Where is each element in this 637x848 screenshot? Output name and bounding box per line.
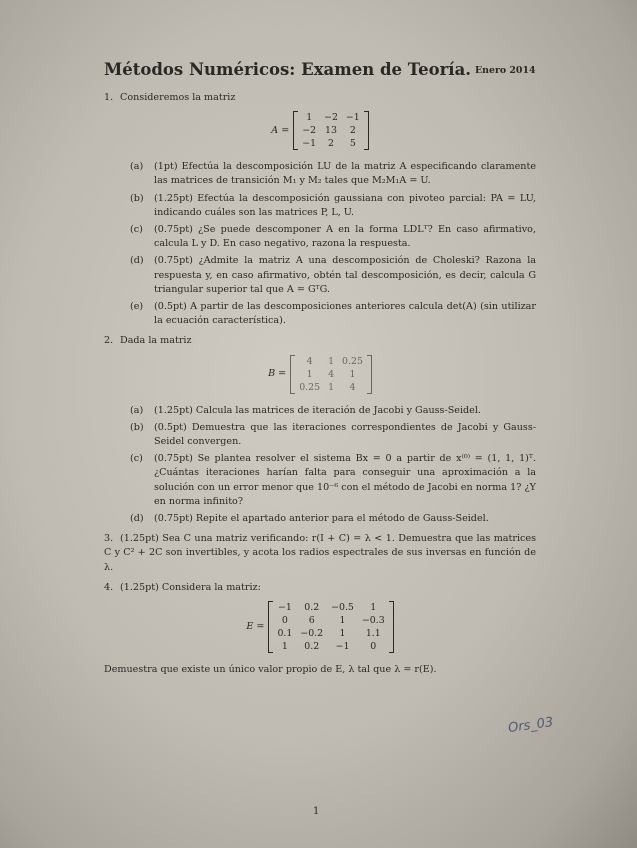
matrix-cell: 1.1: [365, 628, 381, 640]
problem-intro: (1.25pt) Considera la matriz:: [120, 581, 261, 593]
matrix-cell: −0.3: [361, 615, 385, 627]
part-text: (0.75pt) ¿Se puede descomponer A en la forma LDLᵀ? En caso afirmativo, calcula L y D. En caso negativo, razona la respuesta.: [154, 224, 536, 250]
problem-number: 2.: [104, 335, 114, 347]
problem-1: [104, 91, 536, 328]
matrix-cell: 1: [339, 615, 346, 627]
problem-4: [104, 581, 536, 677]
matrix-row: [273, 627, 388, 640]
matrix-cell: 1: [281, 641, 288, 653]
problem-part: [130, 512, 536, 526]
matrix-cell: −1: [277, 602, 292, 614]
matrix-row: [273, 601, 388, 614]
matrix-cell: 5: [349, 138, 356, 150]
matrix-cell: 13: [325, 125, 337, 137]
matrix-label: A =: [271, 124, 290, 136]
matrix-row: [295, 381, 367, 394]
matrix-row: [298, 111, 363, 124]
matrix-cell: 6: [308, 615, 315, 627]
exam-title: [104, 60, 536, 81]
matrix-cell: 1: [339, 628, 346, 640]
matrix-cell: −0.5: [331, 602, 354, 614]
matrix-cell: 1: [349, 368, 356, 380]
matrix-label: E =: [246, 620, 265, 632]
exam-content: [104, 60, 536, 683]
problem-3: [104, 532, 536, 575]
matrix-cell: 1: [306, 112, 313, 124]
matrix-body: [293, 111, 368, 150]
matrix-cell: 4: [306, 355, 313, 367]
problem-parts: [130, 404, 536, 527]
matrix-cell: 0.25: [342, 355, 363, 367]
problem-part: [130, 404, 536, 418]
matrix-row: [273, 614, 388, 627]
matrix-row: [298, 137, 363, 150]
matrix-cell: 2: [328, 138, 334, 150]
matrix-cell: −2: [324, 112, 338, 124]
part-text: (0.5pt) Demuestra que las iteraciones correspondientes de Jacobi y Gauss-Seidel convergen.: [154, 421, 536, 448]
matrix-cell: 0.1: [277, 628, 293, 640]
problem-text: (1.25pt) Sea C una matriz verificando: r(I + C) = λ < 1. Demuestra que las matrices C y C² + 2C son invertibles, y acota los radios espectrales de sus inversas en función de λ.: [104, 533, 536, 573]
matrix-cell: 2: [349, 125, 356, 137]
page-number: 1: [313, 806, 320, 817]
problem-part: [130, 300, 536, 328]
part-text: (0.75pt) ¿Admite la matriz A una descomposición de Choleski? Razona la respuesta y, en caso afirmativo, obtén tal descomposición, es decir, calcula G triangular superior tal que A = GᵀG.: [154, 255, 536, 295]
part-text: (1pt) Efectúa la descomposición LU de la matriz A especificando claramente las matrices de transición M₁ y M₂ tales que M₂M₁A = U.: [154, 161, 536, 187]
matrix-cell: 0.2: [304, 641, 320, 653]
part-label: (b): [130, 192, 144, 204]
matrix-cell: 4: [328, 368, 335, 380]
part-label: (e): [130, 301, 144, 313]
problem-intro: Dada la matriz: [120, 335, 192, 347]
matrix-row: [298, 124, 363, 137]
part-label: (d): [130, 513, 144, 525]
matrix-body: [290, 355, 372, 394]
problem-parts: [130, 160, 536, 328]
problem-number: 4.: [104, 581, 114, 593]
part-text: (0.75pt) Repite el apartado anterior para el método de Gauss-Seidel.: [154, 513, 489, 525]
part-label: (c): [130, 224, 143, 236]
handwritten-note: Ors_03: [507, 714, 555, 737]
problem-part: [130, 192, 536, 220]
problem-part: [130, 223, 536, 251]
problem-2: [104, 334, 536, 526]
matrix-cell: 1: [328, 381, 335, 393]
matrix-cell: 4: [349, 381, 356, 393]
matrix-cell: 0: [370, 641, 377, 653]
matrix-cell: 1: [328, 355, 335, 367]
matrix-cell: 0.2: [304, 602, 320, 614]
part-text: (1.25pt) Calcula las matrices de iteración de Jacobi y Gauss-Seidel.: [154, 404, 481, 416]
title-text: Métodos Numéricos: Examen de Teoría.: [104, 60, 472, 79]
part-text: (0.5pt) A partir de las descomposiciones anteriores calcula det(A) (sin utilizar la ecuación característica).: [154, 301, 536, 327]
matrix-cell: −0.2: [300, 628, 324, 640]
matrix-cell: −1: [335, 641, 350, 653]
matrix-cell: −2: [302, 125, 317, 137]
problem-number: 1.: [104, 92, 114, 103]
matrix-row: [295, 355, 367, 368]
matrix-cell: 0.25: [299, 381, 321, 393]
matrix-body: [268, 601, 393, 653]
part-text: (1.25pt) Efectúa la descomposición gaussiana con pivoteo parcial: PA = LU, indicando cuáles son las matrices P, L, U.: [154, 192, 536, 218]
part-label: (c): [130, 453, 143, 465]
part-text: (0.75pt) Se plantea resolver el sistema Bx = 0 a partir de x⁽⁰⁾ = (1, 1, 1)ᵀ. ¿Cuántas iteraciones harían falta para conseguir una aproximación a la solución con un error menor que 10⁻⁶ con el método de Jacobi en norma 1? ¿Y en norma infinito?: [154, 453, 536, 507]
matrix-B: [104, 355, 536, 394]
part-label: (d): [130, 255, 144, 267]
problem-part: [130, 254, 536, 297]
matrix-A: [104, 111, 536, 150]
problem-part: [130, 160, 536, 188]
problem-part: [130, 452, 536, 509]
matrix-cell: 1: [370, 602, 377, 614]
part-label: (a): [130, 161, 144, 173]
part-label: (a): [130, 404, 144, 416]
matrix-label: B =: [268, 368, 287, 380]
problem-intro: Consideremos la matriz: [120, 92, 236, 103]
matrix-cell: 1: [306, 368, 313, 380]
matrix-cell: −1: [345, 112, 360, 124]
matrix-row: [273, 640, 388, 653]
problem-part: [130, 421, 536, 449]
matrix-E: [104, 601, 536, 653]
part-label: (b): [130, 421, 144, 433]
matrix-cell: 0: [281, 615, 288, 627]
matrix-row: [295, 368, 367, 381]
exam-date: Enero 2014: [475, 65, 536, 76]
matrix-cell: −1: [302, 138, 317, 150]
problem-number: 3.: [104, 533, 114, 545]
problem-outro: Demuestra que existe un único valor propio de E, λ tal que λ = r(E).: [104, 664, 437, 676]
